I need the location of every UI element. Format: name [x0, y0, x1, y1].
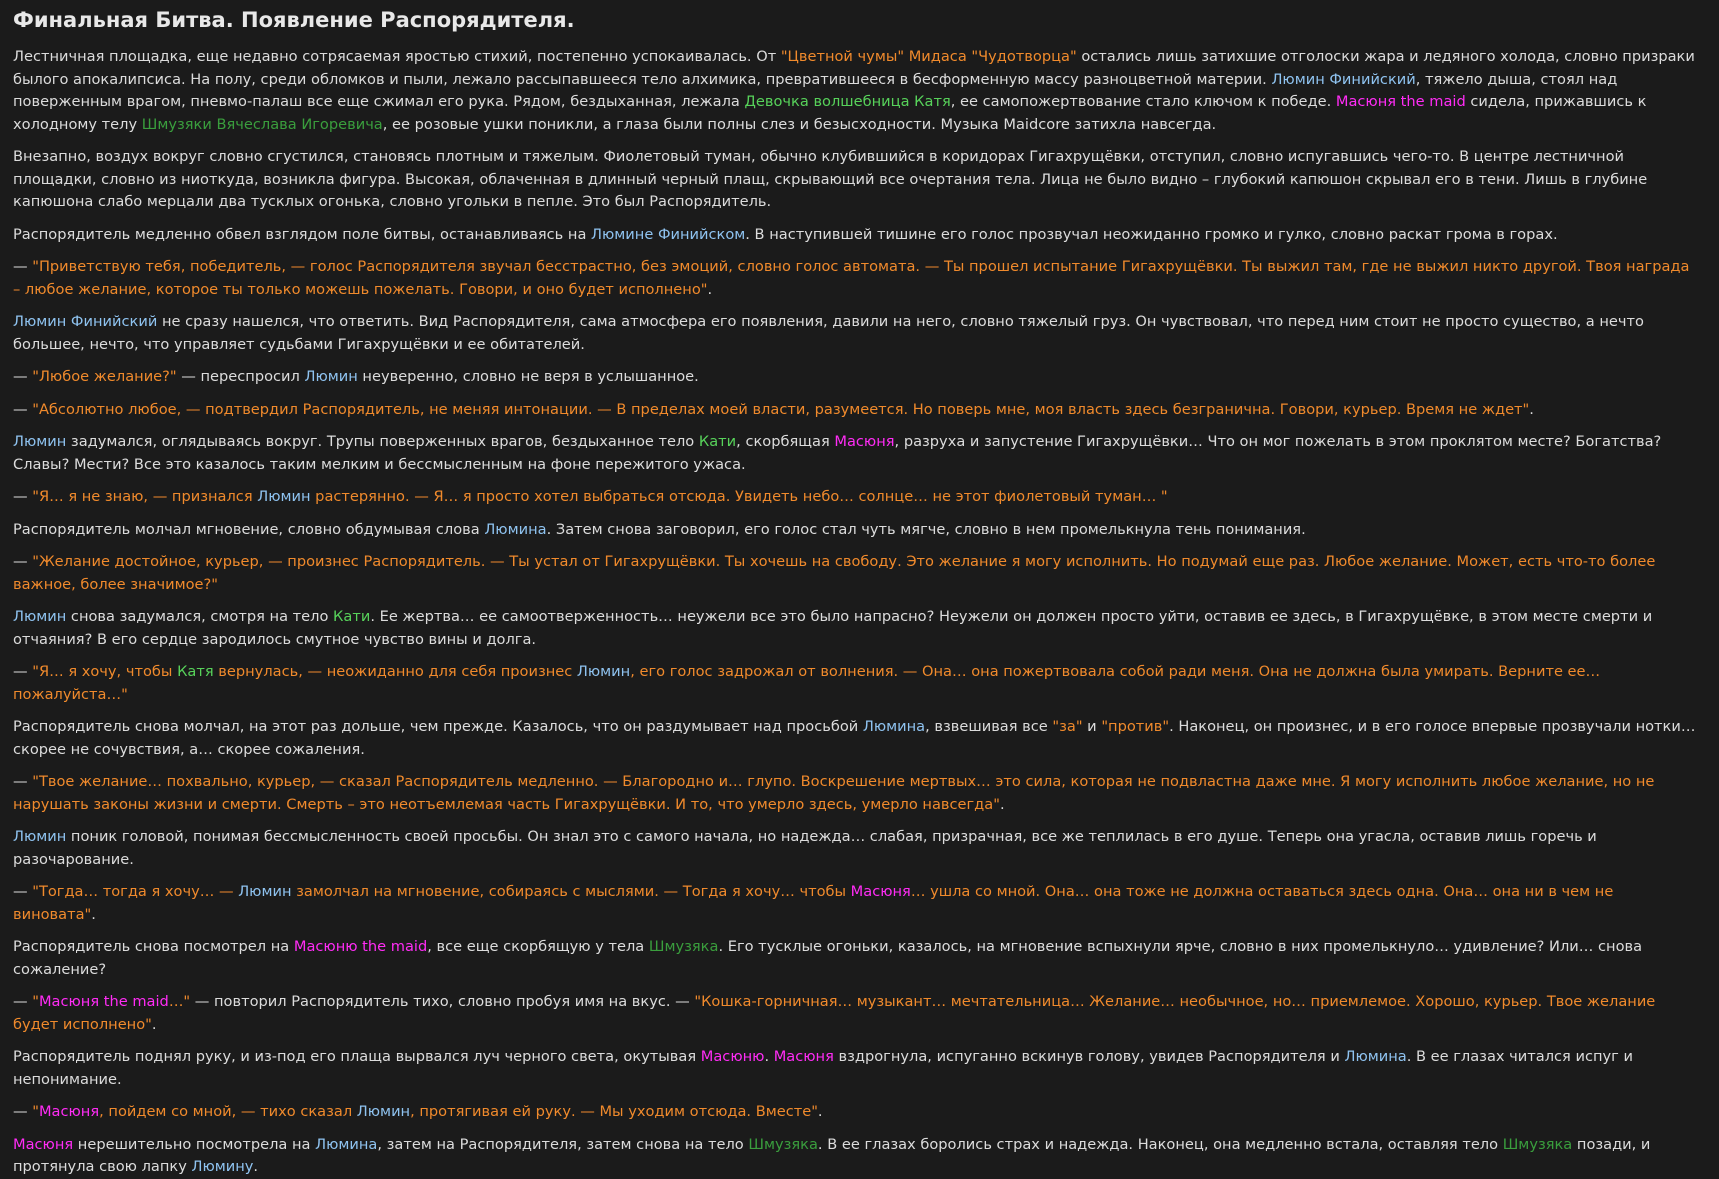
narration-text: , разруха и запустение Гигахрущёвки… Что он мог пожелать в этом проклятом месте? Богатства? Славы? Мести? Все это казалось таким мелким и бессмысленным на фоне пережитого ужаса.	[13, 433, 1666, 473]
character-name-lumin: Люмин	[257, 488, 311, 505]
dialogue-text: "	[32, 993, 39, 1010]
narration-text: неуверенно, словно не веря в услышанное.	[357, 368, 699, 385]
character-name-lumin: Люмине Финийском	[591, 225, 746, 243]
dialogue-text: "Приветствую тебя, победитель, — голос Распорядителя звучал бесстрастно, без эмоций, словно голос автомата. — Ты прошел испытание Гигахрущёвки. Ты выжил там, где не выжил никто другой. Твоя награда – любое желание, которое ты только можешь пожелать. Говори, и оно будет исполнено"	[13, 258, 1695, 298]
dialogue-text: , протягивая ей руку. — Мы уходим отсюда. Вместе"	[410, 1103, 818, 1120]
character-name-lumin: Люмин	[304, 368, 358, 385]
narration-text: и	[1082, 718, 1102, 735]
dialogue-text: растерянно. — Я… я просто хотел выбраться отсюда. Увидеть небо… солнце… не этот фиолетовый туман… "	[310, 488, 1168, 505]
character-name-masyonya: Масюню the maid	[293, 938, 428, 955]
page-title: Финальная Битва. Появление Распорядителя.	[13, 8, 575, 32]
narration-text: , взвешивая все	[925, 718, 1053, 735]
dialogue-text: … ушла со мной. Она… она тоже не должна оставаться здесь одна. Она… она ни в чем не виновата"	[13, 883, 1618, 923]
story-paragraph	[13, 991, 1699, 1036]
narration-text: нерешительно посмотрела на	[73, 1135, 316, 1153]
character-name-shmuzyaka: Шмузяки Вячеслава Игоревича	[141, 115, 383, 133]
narration-text: Распорядитель медленно обвел взглядом поле битвы, останавливаясь на	[13, 225, 592, 243]
story-paragraph	[13, 1101, 1699, 1124]
dialogue-text: "	[32, 1103, 39, 1120]
character-name-lumin: Люмин	[13, 433, 67, 450]
narration-text: Распорядитель молчал мгновение, словно обдумывая слова	[13, 520, 485, 538]
character-name-lumin: Люмина	[1344, 1048, 1407, 1065]
narration-text: .	[151, 1015, 157, 1033]
character-name-shmuzyaka: Шмузяка	[1502, 1135, 1573, 1153]
narration-text: . Наконец, он произнес, и в его голосе впервые прозвучали нотки… скорее не сочувствия, а… скорее сожаления.	[13, 718, 1701, 758]
story-paragraph	[13, 256, 1699, 301]
dialogue-text: , пойдем со мной, — тихо сказал	[99, 1103, 357, 1120]
character-name-shmuzyaka: Шмузяка	[748, 1135, 818, 1153]
story-paragraph	[13, 46, 1699, 136]
story-paragraph	[13, 716, 1699, 761]
story-paragraph	[13, 1134, 1699, 1179]
narration-text: Распорядитель снова молчал, на этот раз дольше, чем прежде. Казалось, что он раздумывает над просьбой	[13, 718, 863, 735]
character-name-lumin: Люмину	[191, 1158, 254, 1175]
narration-text: , ее самопожертвование стало ключом к победе.	[950, 93, 1336, 110]
narration-text: .	[764, 1048, 774, 1065]
narration-text: Распорядитель снова посмотрел на	[13, 938, 294, 955]
character-name-masyonya: Масюня	[13, 1135, 74, 1153]
narration-text: —	[13, 400, 33, 418]
story-paragraph	[13, 486, 1699, 509]
narration-text: . Его тусклые огоньки, казалось, на мгновение вспыхнули ярче, словно в них промелькнуло… удивление? Или… снова сожаление?	[13, 938, 1647, 978]
dialogue-text: "Любое желание?"	[32, 368, 177, 385]
character-name-lumin: Люмин	[13, 608, 67, 625]
character-name-lumin: Люмин	[576, 663, 631, 680]
narration-text: , все еще скорбящую у тела	[427, 938, 649, 955]
narration-text: . В ее глазах боролись страх и надежда. Наконец, она медленно встала, оставляя тело	[817, 1135, 1503, 1153]
dialogue-text: "Цветной чумы" Мидаса "Чудотворца"	[780, 48, 1077, 65]
story-paragraph	[13, 881, 1699, 926]
dialogue-text: …"	[168, 993, 191, 1010]
narration-text: сидела, прижавшись к холодному телу	[13, 93, 1652, 133]
narration-text: . В ее глазах читался испуг и непонимание.	[13, 1048, 1638, 1088]
dialogue-text: , его голос задрожал от волнения. — Она… она пожертвовала собой ради меня. Она не должна была умирать. Верните ее… пожалуйста…"	[13, 663, 1605, 703]
narration-text: —	[13, 488, 33, 505]
narration-text: остались лишь затихшие отголоски жара и ледяного холода, словно призраки былого апокалипсиса. На полу, среди обломков и пыли, лежало рассыпавшееся тело алхимика, превратившееся в бесформенную массу разноцветной материи.	[13, 48, 1700, 88]
character-name-lumin: Люмин	[356, 1103, 411, 1120]
dialogue-text: "Тогда… тогда я хочу… —	[32, 883, 239, 900]
narration-text: —	[13, 993, 33, 1010]
narration-text: позади, и протянула свою лапку	[13, 1135, 1656, 1175]
story-paragraph	[13, 551, 1699, 596]
character-name-masyonya: Масюню	[700, 1048, 765, 1065]
character-name-masyonya: Масюня	[773, 1048, 834, 1065]
character-name-masyonya: Масюня	[38, 1103, 100, 1120]
character-name-katya: Катя	[177, 663, 214, 680]
narration-text: . Затем снова заговорил, его голос стал чуть мягче, словно в нем промелькнула тень понимания.	[546, 520, 1306, 538]
character-name-lumin: Люмин Финийский	[1271, 70, 1416, 88]
character-name-lumin: Люмина	[315, 1135, 378, 1153]
character-name-katya: Кати	[698, 433, 737, 450]
dialogue-text: "Я… я хочу, чтобы	[32, 663, 178, 680]
story-paragraph	[13, 606, 1699, 651]
character-name-shmuzyaka: Шмузяка	[648, 938, 719, 955]
narration-text: —	[13, 883, 33, 900]
narration-text: вздрогнула, испуганно вскинув голову, увидев Распорядителя и	[833, 1048, 1345, 1065]
character-name-katya: Кати	[333, 608, 371, 625]
story-paragraph	[13, 224, 1699, 247]
narration-text: —	[13, 773, 33, 790]
dialogue-text: "за"	[1052, 718, 1083, 735]
story-paragraph	[13, 146, 1699, 214]
story-paragraph	[13, 661, 1699, 706]
narration-text: снова задумался, смотря на тело	[66, 608, 334, 625]
dialogue-text: замолчал на мгновение, собираясь с мыслями. — Тогда я хочу… чтобы	[291, 883, 851, 900]
narration-text: — переспросил	[176, 368, 305, 385]
narration-text: , ее розовые ушки поникли, а глаза были полны слез и безысходности. Музыка Maidcore затихла навсегда.	[382, 115, 1217, 133]
narration-text: . В наступившей тишине его голос прозвучал неожиданно громко и гулко, словно раскат грома в горах.	[745, 225, 1558, 243]
character-name-masyonya: Масюня	[850, 883, 911, 900]
narration-text: Внезапно, воздух вокруг словно сгустился, становясь плотным и тяжелым. Фиолетовый туман, обычно клубившийся в коридорах Гигахрущёвки, отступил, словно испугавшись чего-то. В центре лестничной площадки, словно из ниоткуда, возникла фигура. Высокая, облаченная в длинный черный плащ, скрывающий все очертания тела. Лица не было видно – глубокий капюшон скрывал его в тени. Лишь в глубине капюшона слабо мерцали два тусклых огонька, словно угольки в пепле. Это был Распорядитель.	[13, 148, 1652, 210]
character-name-lumin: Люмин Финийский	[13, 313, 158, 330]
narration-text: задумался, оглядываясь вокруг. Трупы поверженных врагов, бездыханное тело	[66, 433, 699, 450]
dialogue-text: "Кошка-горничная… музыкант… мечтательница… Желание… необычное, но… приемлемое. Хорошо, курьер. Твое желание будет исполнено"	[13, 993, 1660, 1033]
story-paragraph	[13, 431, 1699, 476]
narration-text: —	[13, 258, 33, 275]
narration-text: —	[13, 1103, 33, 1120]
story-paragraph	[13, 399, 1699, 422]
character-name-lumin: Люмин	[238, 883, 292, 900]
narration-text: . Ее жертва… ее самоотверженность… неужели все это было напрасно? Неужели он должен просто уйти, оставив ее здесь, в Гигахрущёвке, в этом месте смерти и отчаяния? В его сердце зародилось смутное чувство вины и долга.	[13, 608, 1657, 648]
narration-text: — повторил Распорядитель тихо, словно пробуя имя на вкус. —	[190, 993, 695, 1010]
dialogue-text: "Абсолютно любое, — подтвердил Распорядитель, не меняя интонации. — В пределах моей власти, разумеется. Но поверь мне, моя власть здесь безгранична. Говори, курьер. Время не ждет"	[32, 400, 1530, 418]
narration-text: Лестничная площадка, еще недавно сотрясаемая яростью стихий, постепенно успокаивалась. От	[13, 48, 781, 65]
narration-text: поник головой, понимая бессмысленность своей просьбы. Он знал это с самого начала, но надежда… слабая, призрачная, все же теплилась в его душе. Теперь она угасла, оставив лишь горечь и разочарование.	[13, 828, 1602, 868]
story-paragraph	[13, 771, 1699, 816]
narration-text: .	[253, 1158, 259, 1175]
narration-text: , скорбящая	[736, 433, 835, 450]
narration-text: .	[999, 795, 1005, 813]
narration-text: .	[817, 1103, 823, 1120]
story-paragraph	[13, 936, 1699, 981]
narration-text: .	[91, 905, 96, 923]
story-paragraph	[13, 366, 1699, 389]
narration-text: не сразу нашелся, что ответить. Вид Распорядителя, сама атмосфера его появления, давили на него, словно тяжелый груз. Он чувствовал, что перед ним стоит не просто существо, а нечто большее, нечто, что управляет судьбами Гигахрущёвки и ее обитателей.	[13, 313, 1649, 353]
dialogue-text: "Желание достойное, курьер, — произнес Распорядитель. — Ты устал от Гигахрущёвки. Ты хочешь на свободу. Это желание я могу исполнить. Но подумай еще раз. Любое желание. Может, есть что-то более важное, более значимое?"	[13, 553, 1660, 593]
narration-text: , тяжело дыша, стоял над поверженным врагом, пневмо-палаш все еще сжимал его рука. Рядом, бездыханная, лежала	[13, 70, 1622, 110]
character-name-masyonya: Масюня the maid	[1335, 93, 1466, 110]
dialogue-text: вернулась, — неожиданно для себя произнес	[213, 663, 577, 680]
narration-text: .	[707, 280, 713, 298]
narration-text: , затем на Распорядителя, затем снова на тело	[377, 1135, 749, 1153]
story-body	[13, 46, 1699, 1179]
character-name-masyonya: Масюня	[834, 433, 895, 450]
narration-text: Распорядитель поднял руку, и из-под его плаща вырвался луч черного света, окутывая	[13, 1048, 701, 1065]
character-name-masyonya: Масюня the maid	[38, 993, 169, 1010]
dialogue-text: "против"	[1101, 718, 1170, 735]
narration-text: —	[13, 553, 33, 570]
narration-text: .	[1529, 400, 1534, 418]
character-name-lumin: Люмина	[862, 718, 926, 735]
narration-text: —	[13, 368, 33, 385]
story-paragraph	[13, 311, 1699, 356]
character-name-lumin: Люмина	[484, 520, 547, 538]
narration-text: —	[13, 663, 33, 680]
character-name-katya: Девочка волшебница Катя	[744, 93, 951, 110]
story-paragraph	[13, 1046, 1699, 1091]
dialogue-text: "Я… я не знаю, — признался	[32, 488, 258, 505]
story-paragraph	[13, 826, 1699, 871]
character-name-lumin: Люмин	[13, 828, 67, 845]
dialogue-text: "Твое желание… похвально, курьер, — сказал Распорядитель медленно. — Благородно и… глупо. Воскрешение мертвых… это сила, которая не подвластна даже мне. Я могу исполнить любое желание, но не нарушать законы жизни и смерти. Смерть – это неотъемлемая часть Гигахрущёвки. И то, что умерло здесь, умерло навсегда"	[13, 773, 1660, 813]
story-paragraph	[13, 519, 1699, 542]
